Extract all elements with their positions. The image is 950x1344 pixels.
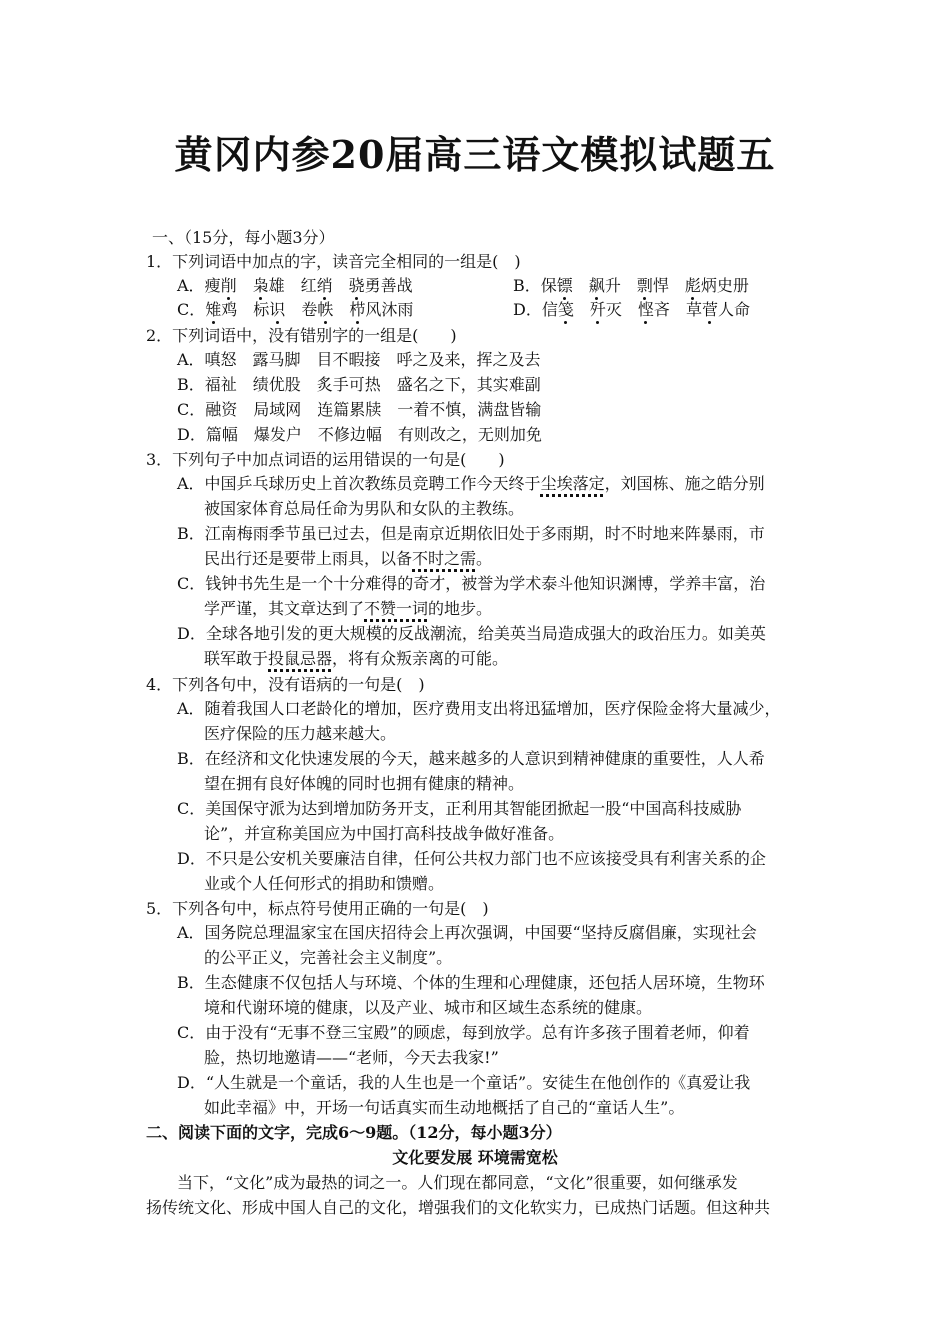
dotted-char: 绡 (316, 276, 333, 295)
section1-header: 一、（15分，每小题3分） (152, 228, 335, 247)
section2-header: 二、阅读下面的文字，完成6～9题。（12分，每小题3分） (146, 1123, 562, 1142)
q4-stem: 4．下列各句中，没有语病的一句是( ) (146, 675, 425, 694)
q3-option-c-line1: C．钱钟书先生是一个十分难得的奇才，被誉为学术泰斗他知识渊博，学养丰富，治 (177, 574, 766, 593)
q1-stem: 1．下列词语中加点的字，读音完全相同的一组是( ) (146, 252, 521, 271)
q4-option-d-line1: D．不只是公安机关要廉洁自律，任何公共权力部门也不应该接受具有利害关系的企 (177, 849, 766, 868)
q2-stem: 2．下列词语中，没有错别字的一组是( ) (146, 326, 457, 345)
q1-option-b: B．保镖 飙升 剽悍 彪炳史册 (513, 276, 749, 295)
dotted-char: 削 (220, 276, 237, 295)
q5-option-c-line2: 脸，热切地邀请——“老师，今天去我家!” (204, 1048, 499, 1067)
q5-option-d-line1: D．“人生就是一个童话，我的人生也是一个童话”。安徒生在他创作的《真爱让我 (177, 1073, 751, 1092)
q4-option-a-line1: A．随着我国人口老龄化的增加，医疗费用支出将迅猛增加，医疗保险金将大量减少， (177, 699, 781, 718)
q4-option-b-line2: 望在拥有良好体魄的同时也拥有健康的精神。 (204, 774, 525, 793)
dotted-char: 识 (269, 300, 286, 319)
q5-option-a-line1: A．国务院总理温家宝在国庆招待会上再次强调，中国要“坚持反腐倡廉，实现社会 (177, 923, 757, 942)
dotted-char: 剽 (636, 276, 653, 295)
article-paragraph-line2: 扬传统文化、形成中国人自己的文化，增强我们的文化软实力，已成热门话题。但这种共 (146, 1198, 771, 1217)
dotted-char: 彪 (684, 276, 701, 295)
q3-option-d-line1: D．全球各地引发的更大规模的反战潮流，给美英当局造成强大的政治压力。如美英 (177, 624, 766, 643)
q5-option-b-line1: B．生态健康不仅包括人与环境、个体的生理和心理健康，还包括人居环境，生物环 (177, 973, 765, 992)
q3-option-d-line2: 联军敢于投鼠忌器，将有众叛亲离的可能。 (204, 649, 509, 668)
q5-option-c-line1: C．由于没有“无事不登三宝殿”的顾虑，每到放学。总有许多孩子围着老师，仰着 (177, 1023, 750, 1042)
q5-option-b-line2: 境和代谢环境的健康，以及产业、城市和区域生态系统的健康。 (204, 998, 653, 1017)
dotted-char: 雉 (205, 300, 222, 319)
q5-option-a-line2: 的公平正义，完善社会主义制度”。 (204, 948, 453, 967)
q3-option-c-line2: 学严谨，其文章达到了不赞一词的地步。 (204, 599, 493, 618)
article-title: 文化要发展 环境需宽松 (392, 1148, 558, 1167)
q5-option-d-line2: 如此幸福》中，开场一句话真实而生动地概括了自己的“童话人生”。 (204, 1098, 685, 1117)
dotted-phrase: 投鼠忌器 (268, 649, 333, 668)
dotted-phrase: 不时之需 (412, 549, 477, 568)
dotted-char: 飙 (588, 276, 605, 295)
q4-option-b-line1: B．在经济和文化快速发展的今天，越来越多的人意识到精神健康的重要性，人人希 (177, 749, 765, 768)
q3-option-b-line1: B．江南梅雨季节虽已过去，但是南京近期依旧处于多雨期，时不时地来阵暴雨，市 (177, 524, 765, 543)
q3-option-a-line1: A．中国乒乓球历史上首次教练员竞聘工作今天终于尘埃落定，刘国栋、施之皓分别 (177, 474, 765, 493)
dotted-char: 骁 (348, 276, 365, 295)
dotted-phrase: 不赞一词 (364, 599, 429, 618)
dotted-char: 笺 (557, 300, 574, 319)
q1-option-d: D．信笺 歼灭 悭吝 草菅人命 (513, 300, 750, 319)
dotted-char: 镖 (556, 276, 573, 295)
q5-stem: 5．下列各句中，标点符号使用正确的一句是( ) (146, 899, 489, 918)
article-paragraph-line1: 当下，“文化”成为最热的词之一。人们现在都同意，“文化”很重要，如何继承发 (177, 1173, 738, 1192)
q4-option-c-line2: 论”，并宣称美国应为中国打高科技战争做好准备。 (204, 824, 565, 843)
dotted-char: 歼 (589, 300, 606, 319)
q3-stem: 3．下列句子中加点词语的运用错误的一句是( ) (146, 450, 505, 469)
q4-option-a-line2: 医疗保险的压力越来越大。 (204, 724, 397, 743)
q1-option-a: A．瘦削 枭雄 红绡 骁勇善战 (177, 276, 413, 295)
dotted-phrase: 尘埃落定 (540, 474, 605, 493)
q2-option-b: B．福祉 绩优股 炙手可热 盛名之下，其实难副 (177, 375, 541, 394)
dotted-char: 悭 (637, 300, 654, 319)
q1-option-c: C．雉鸡 标识 卷帙 栉风沐雨 (177, 300, 414, 319)
page-title: 黄冈内参20届高三语文模拟试题五 (174, 132, 776, 177)
q4-option-d-line2: 业或个人任何形式的捐助和馈赠。 (204, 874, 445, 893)
q2-option-d: D．篇幅 爆发户 不修边幅 有则改之，无则加免 (177, 425, 542, 444)
q3-option-a-line2: 被国家体育总局任命为男队和女队的主教练。 (204, 499, 525, 518)
dotted-char: 枭 (252, 276, 269, 295)
q2-option-a: A．嗔怒 露马脚 目不暇接 呼之及来，挥之及去 (177, 350, 541, 369)
q2-option-c: C．融资 局域网 连篇累牍 一着不慎，满盘皆输 (177, 400, 542, 419)
dotted-char: 栉 (349, 300, 366, 319)
dotted-char: 帙 (317, 300, 334, 319)
q3-option-b-line2: 民出行还是要带上雨具，以备不时之需。 (204, 549, 493, 568)
dotted-char: 菅 (701, 300, 718, 319)
q4-option-c-line1: C．美国保守派为达到增加防务开支，正利用其智能团掀起一股“中国高科技威胁 (177, 799, 742, 818)
